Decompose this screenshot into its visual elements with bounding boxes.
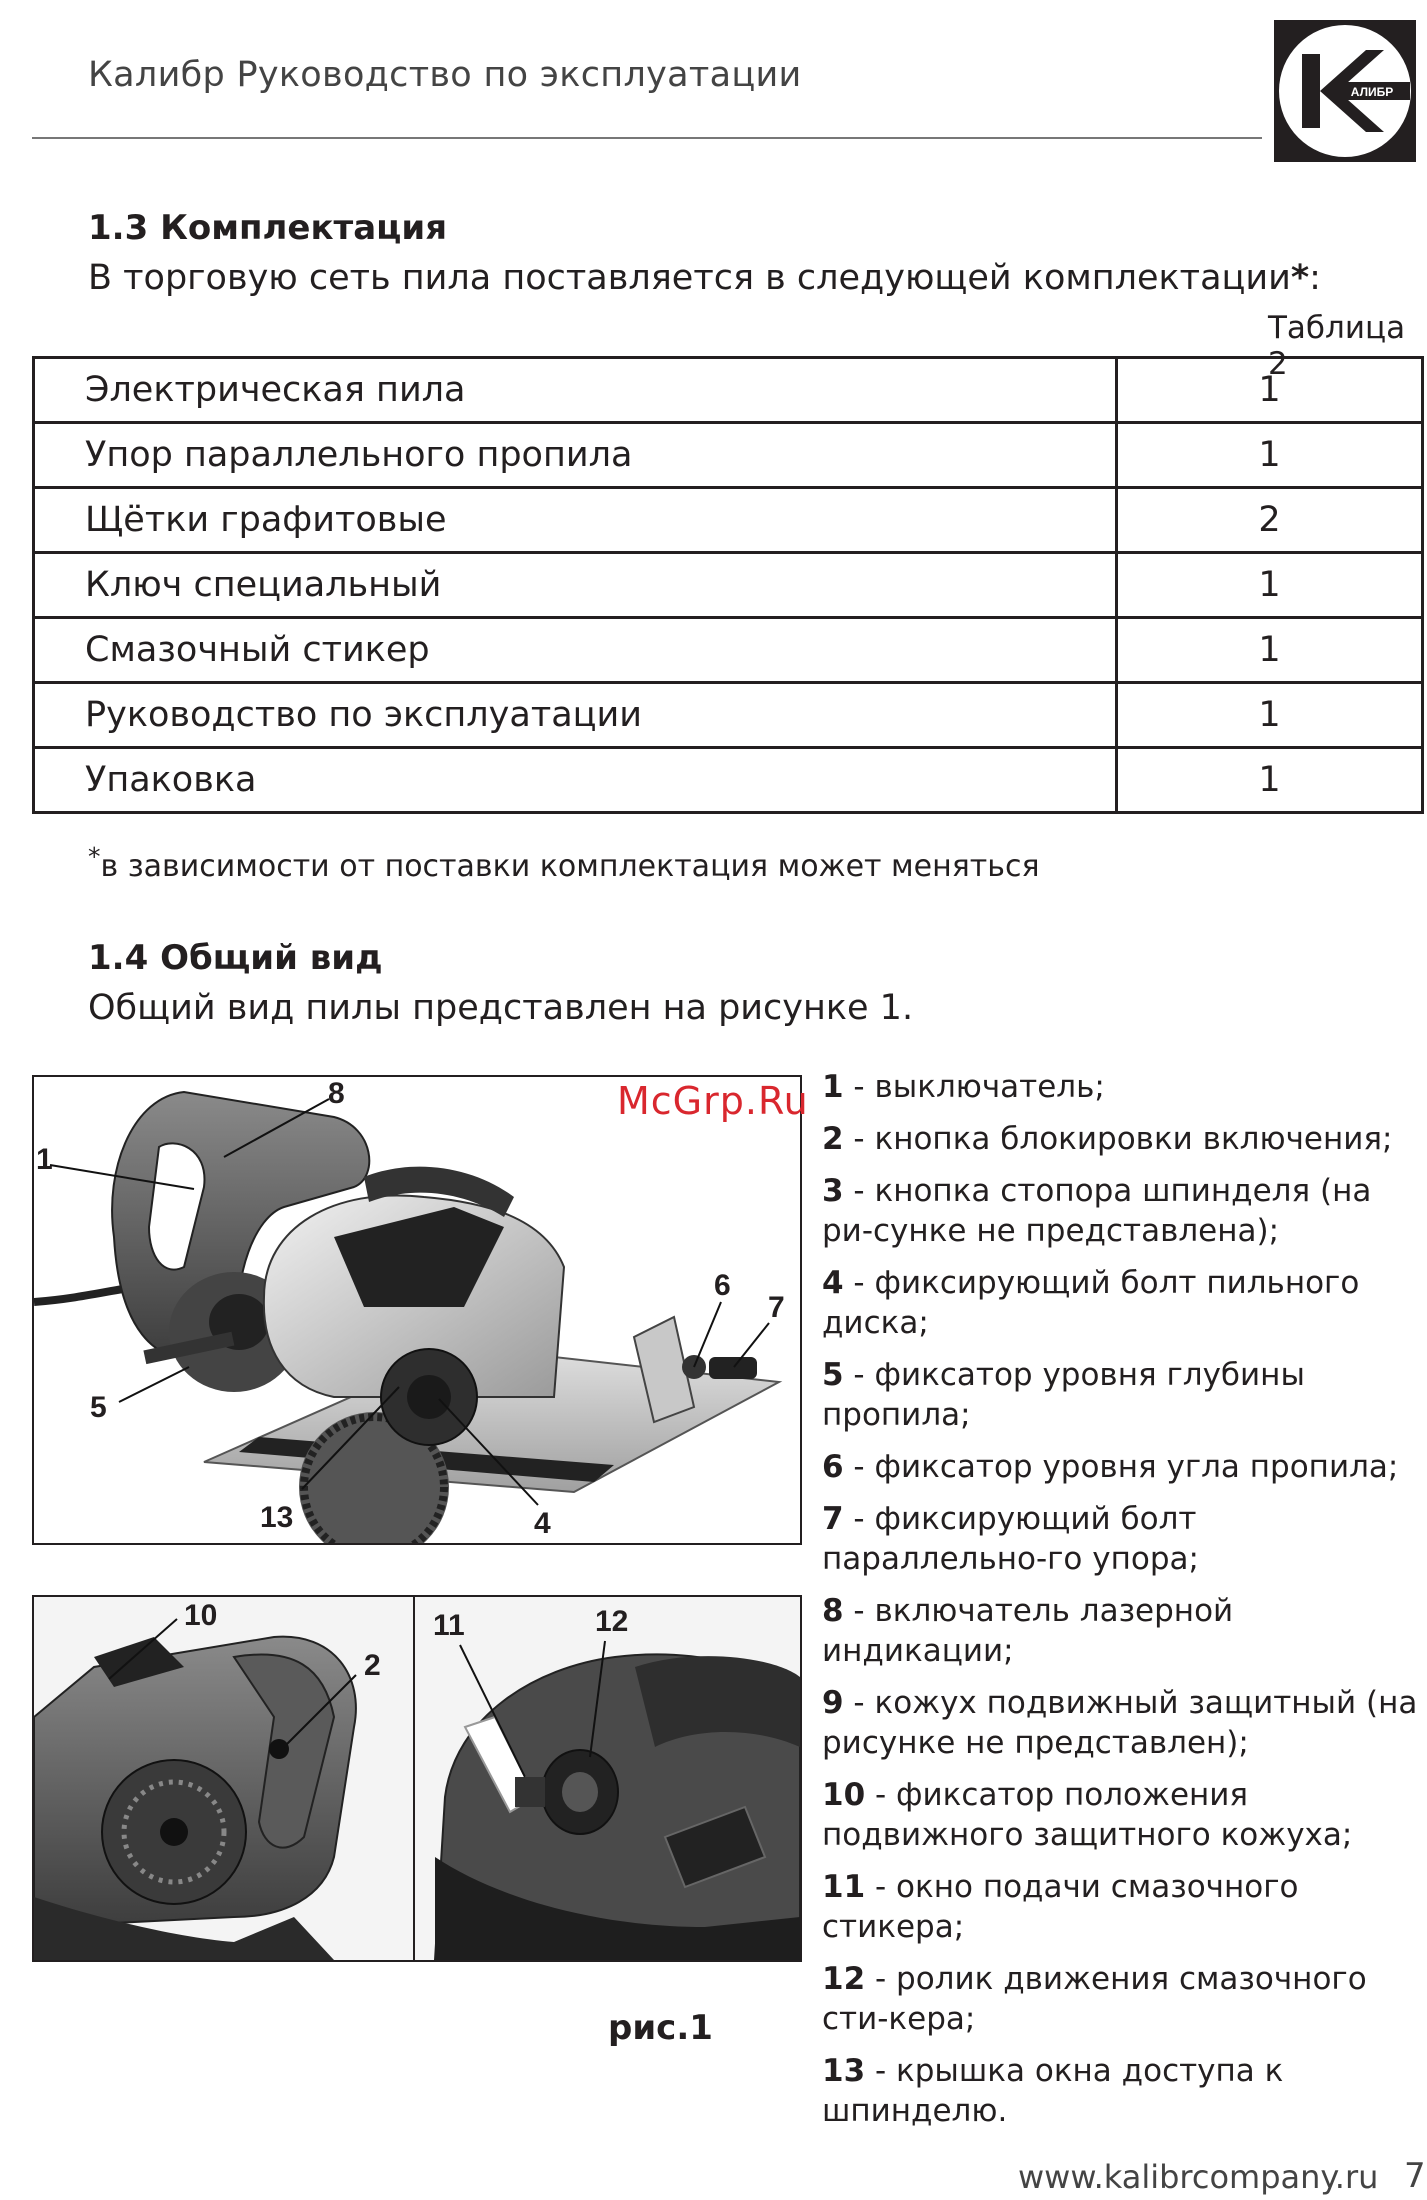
item-qty: 1 (1117, 683, 1423, 748)
legend-text: - включатель лазерной индикации; (822, 1593, 1234, 1669)
header-title: Калибр Руководство по эксплуатации (88, 55, 802, 95)
item-name: Ключ специальный (34, 553, 1117, 618)
item-qty: 1 (1117, 423, 1423, 488)
figure-main-view (32, 1075, 802, 1545)
callout-5: 5 (90, 1391, 107, 1424)
legend-item (822, 1591, 1427, 1671)
legend-item (822, 1775, 1427, 1855)
table-row (34, 488, 1423, 553)
legend-text: - кожух подвижный защитный (на рисунке не представлен); (822, 1685, 1418, 1761)
circular-saw-illustration (34, 1077, 800, 1543)
logo-text: АЛИБР (1350, 85, 1394, 99)
callout-1: 1 (36, 1143, 53, 1176)
callout-7: 7 (768, 1291, 785, 1324)
section-1-4-intro: Общий вид пилы представлен на рисунке 1. (88, 988, 914, 1028)
table-row (34, 618, 1423, 683)
legend-num: 12 (822, 1961, 866, 1997)
page-number: 7 (1404, 2156, 1426, 2196)
callout-6: 6 (714, 1269, 731, 1302)
section-1-3-intro (88, 258, 1321, 298)
legend-text: - фиксирующий болт параллельно-го упора; (822, 1501, 1199, 1577)
legend-text: - кнопка стопора шпинделя (на ри-сунке не представлена); (822, 1173, 1372, 1249)
callout-4: 4 (534, 1507, 551, 1540)
item-name: Смазочный стикер (34, 618, 1117, 683)
kit-table (32, 356, 1424, 814)
callout-10: 10 (184, 1599, 218, 1632)
legend-text: - ролик движения смазочного сти-кера; (822, 1961, 1367, 2037)
item-name: Щётки графитовые (34, 488, 1117, 553)
item-name: Руководство по эксплуатации (34, 683, 1117, 748)
footnote-text: в зависимости от поставки комплектация может меняться (100, 849, 1040, 884)
legend-item (822, 1959, 1427, 2039)
item-name: Упаковка (34, 748, 1117, 813)
footnote-star: * (88, 842, 101, 871)
item-qty: 1 (1117, 358, 1423, 423)
item-qty: 1 (1117, 618, 1423, 683)
legend-text: - фиксатор положения подвижного защитного кожуха; (822, 1777, 1353, 1853)
legend-num: 5 (822, 1357, 844, 1393)
table-row (34, 553, 1423, 618)
legend-item (822, 1447, 1427, 1487)
callout-2: 2 (364, 1649, 381, 1682)
section-1-4-heading: 1.4 Общий вид (88, 938, 383, 978)
watermark: McGrp.Ru (617, 1079, 809, 1123)
callout-8: 8 (328, 1077, 345, 1110)
legend-num: 10 (822, 1777, 866, 1813)
legend-item (822, 1119, 1427, 1159)
figure-caption: рис.1 (608, 2008, 713, 2048)
legend-num: 8 (822, 1593, 844, 1629)
callout-11: 11 (433, 1609, 465, 1642)
figure-legend (822, 1067, 1427, 2143)
legend-num: 3 (822, 1173, 844, 1209)
callout-12: 12 (595, 1605, 629, 1638)
table-row (34, 423, 1423, 488)
legend-text: - фиксатор уровня угла пропила; (843, 1449, 1399, 1485)
table-label: Таблица 2 (1268, 310, 1406, 382)
legend-item (822, 1067, 1427, 1107)
legend-text: - выключатель; (843, 1069, 1105, 1105)
legend-item (822, 1171, 1427, 1251)
table-row (34, 358, 1423, 423)
legend-num: 4 (822, 1265, 844, 1301)
lubricant-window-illustration (415, 1597, 800, 1960)
legend-text: - кнопка блокировки включения; (843, 1121, 1393, 1157)
legend-num: 11 (822, 1869, 866, 1905)
table-row (34, 683, 1423, 748)
legend-text: - фиксатор уровня глубины пропила; (822, 1357, 1305, 1433)
intro-star: * (1290, 258, 1310, 298)
legend-num: 7 (822, 1501, 844, 1537)
intro-end: : (1309, 258, 1321, 298)
legend-item (822, 1683, 1427, 1763)
table-footnote (88, 842, 1040, 884)
figure-detail-left (32, 1595, 419, 1962)
table-row (34, 748, 1423, 813)
item-qty: 1 (1117, 553, 1423, 618)
legend-num: 6 (822, 1449, 844, 1485)
legend-text: - крышка окна доступа к шпинделю. (822, 2053, 1284, 2129)
footer-url[interactable]: www.kalibrcompany.ru (1018, 2158, 1379, 2196)
item-qty: 1 (1117, 748, 1423, 813)
header-divider (32, 137, 1262, 139)
legend-item (822, 1867, 1427, 1947)
saw-rear-detail-illustration (34, 1597, 417, 1960)
kalibr-logo (1274, 20, 1416, 162)
legend-item (822, 1499, 1427, 1579)
section-1-3-heading: 1.3 Комплектация (88, 208, 448, 248)
figure-detail-right (413, 1595, 802, 1962)
legend-item (822, 1355, 1427, 1435)
legend-item (822, 2051, 1427, 2131)
legend-text: - окно подачи смазочного стикера; (822, 1869, 1299, 1945)
item-name: Электрическая пила (34, 358, 1117, 423)
legend-num: 1 (822, 1069, 844, 1105)
item-name: Упор параллельного пропила (34, 423, 1117, 488)
legend-num: 2 (822, 1121, 844, 1157)
legend-num: 9 (822, 1685, 844, 1721)
legend-text: - фиксирующий болт пильного диска; (822, 1265, 1360, 1341)
legend-num: 13 (822, 2053, 866, 2089)
legend-item (822, 1263, 1427, 1343)
callout-13: 13 (260, 1501, 294, 1534)
intro-text: В торговую сеть пила поставляется в следующей комплектации (88, 258, 1291, 298)
item-qty: 2 (1117, 488, 1423, 553)
